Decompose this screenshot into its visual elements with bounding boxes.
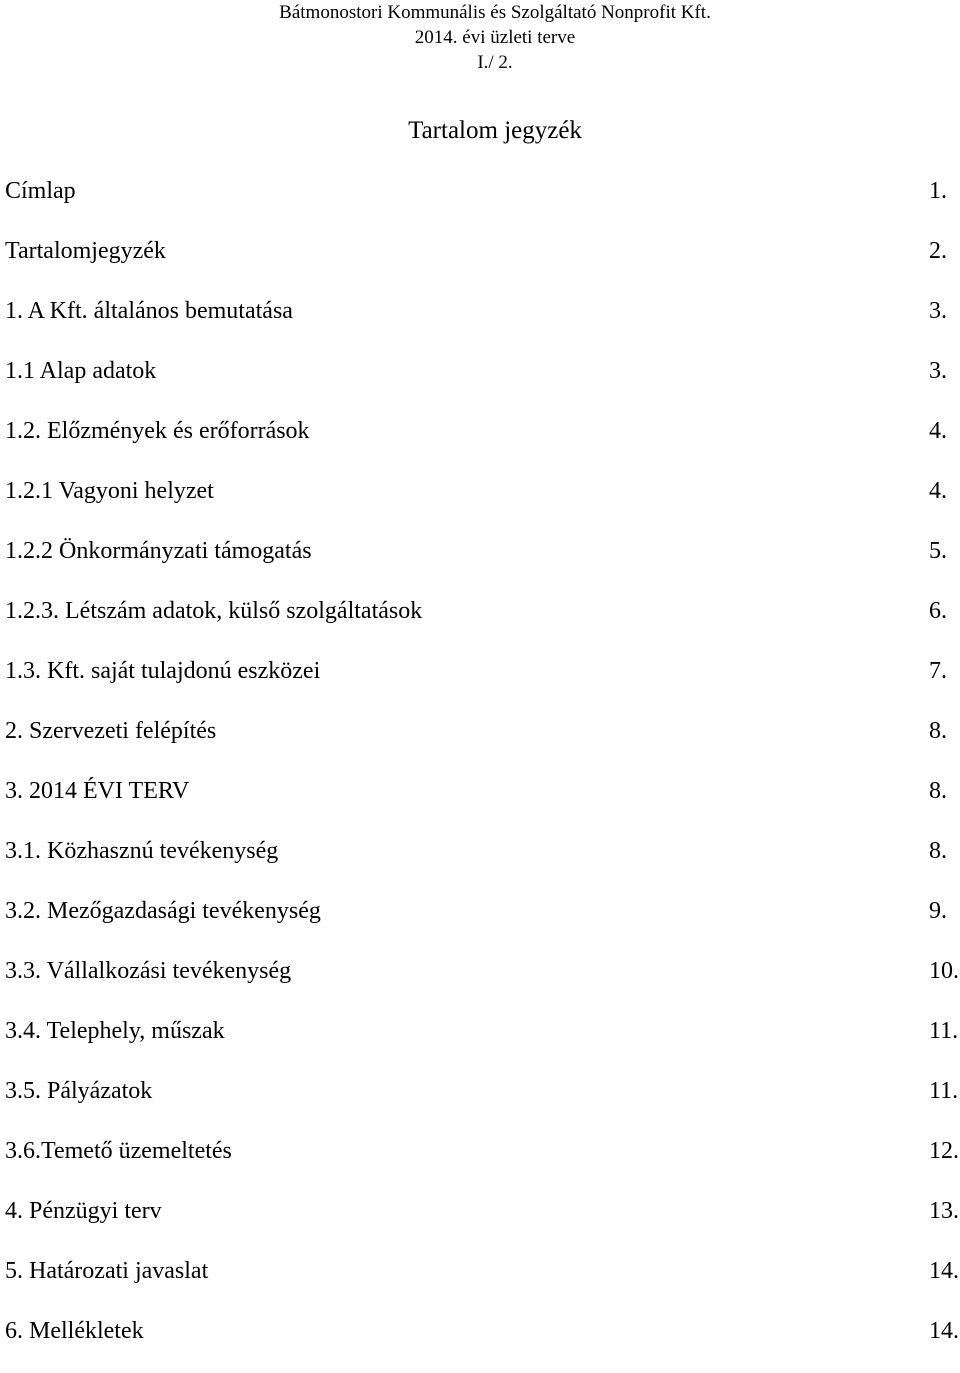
page-header	[0, 0, 960, 75]
toc-entry-label: 1.2.2 Önkormányzati támogatás	[5, 538, 312, 564]
toc-entry	[5, 473, 957, 533]
toc-entry	[5, 173, 957, 233]
toc-entry-page: 2.	[929, 238, 947, 264]
toc-entry-page: 9.	[929, 898, 947, 924]
toc-entry-label: 1. A Kft. általános bemutatása	[5, 298, 293, 324]
toc-entry-label: 3.3. Vállalkozási tevékenység	[5, 958, 292, 984]
toc-entry-label: 1.1 Alap adatok	[5, 358, 157, 384]
toc-entry-label: 6. Mellékletek	[5, 1318, 144, 1344]
toc-entry	[5, 833, 957, 893]
toc-entry-page: 3.	[929, 298, 947, 324]
toc-entry-page: 8.	[929, 838, 947, 864]
toc-entry-page: 10.	[929, 958, 959, 984]
toc-entry-page: 8.	[929, 718, 947, 744]
toc-entry	[5, 1073, 957, 1133]
toc-entry	[5, 413, 957, 473]
toc-entry	[5, 653, 957, 713]
toc-entry-label: 1.2.3. Létszám adatok, külső szolgáltatások	[5, 598, 423, 624]
toc-entry	[5, 1013, 957, 1073]
toc-entry	[5, 773, 957, 833]
toc-entry	[5, 533, 957, 593]
toc-entry	[5, 1193, 957, 1253]
toc-entry	[5, 1313, 957, 1373]
toc-entry-label: 3.6.Temető üzemeltetés	[5, 1138, 232, 1164]
toc-entry	[5, 293, 957, 353]
toc-entry-label: 3. 2014 ÉVI TERV	[5, 778, 190, 804]
toc-entry-label: 1.2. Előzmények és erőforrások	[5, 418, 310, 444]
toc-entry-label: Tartalomjegyzék	[5, 238, 166, 264]
toc-entry-page: 14.	[929, 1318, 959, 1344]
toc-entry-page: 8.	[929, 778, 947, 804]
toc-entry	[5, 953, 957, 1013]
toc-entry	[5, 893, 957, 953]
toc-title: Tartalom jegyzék	[408, 117, 582, 144]
toc-entry-page: 13.	[929, 1198, 959, 1224]
toc-entry-label: 3.4. Telephely, műszak	[5, 1018, 225, 1044]
toc-entry-page: 12.	[929, 1138, 959, 1164]
toc-entry-page: 11.	[929, 1078, 959, 1104]
toc-entry	[5, 1133, 957, 1193]
toc-entry-page: 3.	[929, 358, 947, 384]
toc-entry	[5, 353, 957, 413]
toc-entry-label: 1.3. Kft. saját tulajdonú eszközei	[5, 658, 321, 684]
toc-entry-page: 11.	[929, 1018, 959, 1044]
toc-entry-page: 4.	[929, 478, 947, 504]
toc-entry	[5, 1253, 957, 1313]
toc-entry-page: 7.	[929, 658, 947, 684]
toc-entry-label: 3.1. Közhasznú tevékenység	[5, 838, 279, 864]
toc-entry-label: 1.2.1 Vagyoni helyzet	[5, 478, 214, 504]
toc-entry-page: 5.	[929, 538, 947, 564]
header-doc-title: 2014. évi üzleti terve	[414, 27, 576, 48]
header-company: Bátmonostori Kommunális és Szolgáltató Nonprofit Kft.	[279, 2, 711, 23]
toc-entry-page: 6.	[929, 598, 947, 624]
table-of-contents	[5, 173, 957, 1373]
toc-entry-label: 3.2. Mezőgazdasági tevékenység	[5, 898, 321, 924]
toc-entry-label: 3.5. Pályázatok	[5, 1078, 153, 1104]
toc-entry-label: Címlap	[5, 178, 76, 204]
toc-entry-label: 4. Pénzügyi terv	[5, 1198, 162, 1224]
header-page-ref: I./ 2.	[477, 52, 513, 73]
toc-entry-page: 14.	[929, 1258, 959, 1284]
toc-entry-label: 5. Határozati javaslat	[5, 1258, 209, 1284]
toc-entry	[5, 713, 957, 773]
toc-entry	[5, 593, 957, 653]
toc-entry-label: 2. Szervezeti felépítés	[5, 718, 217, 744]
toc-entry	[5, 233, 957, 293]
toc-entry-page: 1.	[929, 178, 947, 204]
toc-entry-page: 4.	[929, 418, 947, 444]
